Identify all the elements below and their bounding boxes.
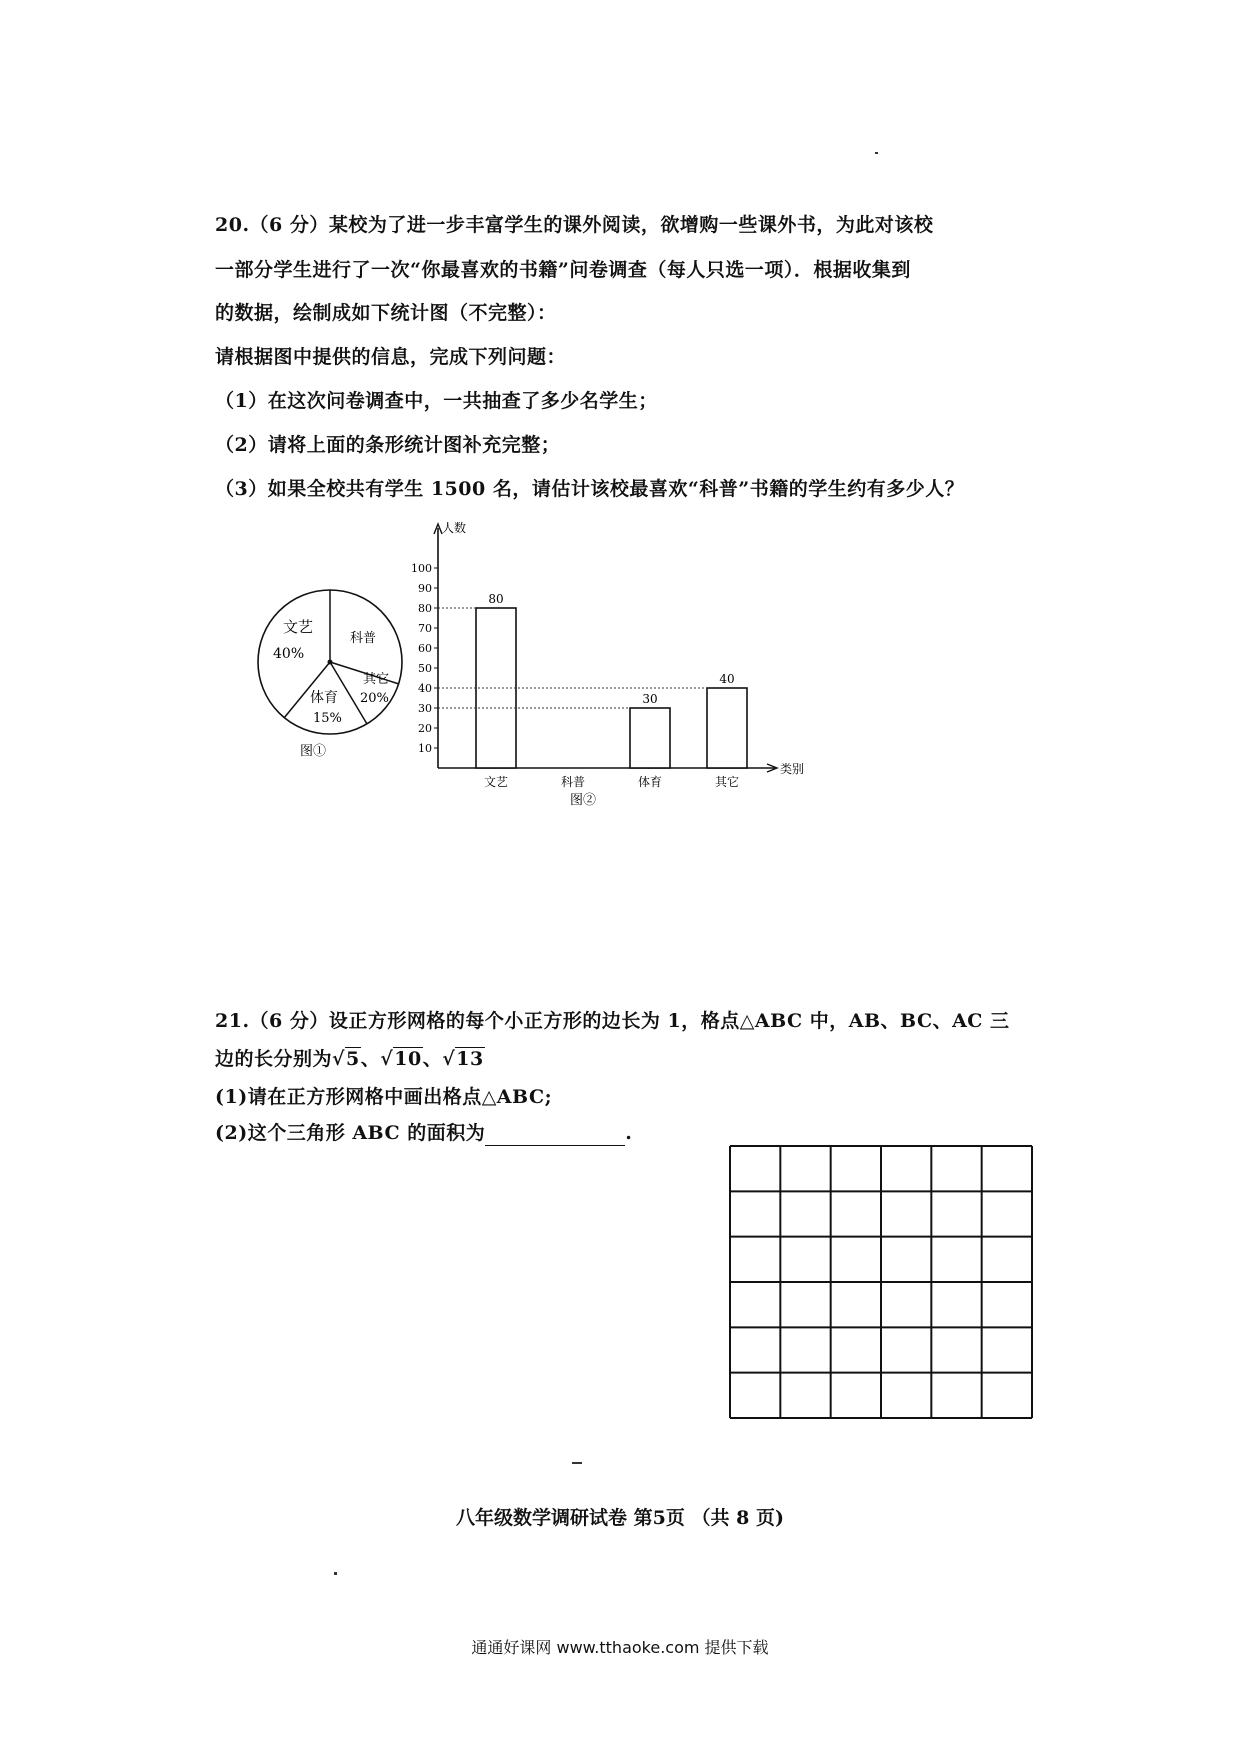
q20-line-5: （1）在这次问卷调查中，一共抽查了多少名学生； [215,390,658,412]
y-tick-label: 70 [418,622,432,635]
x-tick-label: 其它 [714,775,740,789]
page-footer: 八年级数学调研试卷 第5页 （共 8 页) [456,1507,784,1529]
q20-line-2: 一部分学生进行了一次“你最喜欢的书籍”问卷调查（每人只选一项）．根据收集到 [215,259,911,281]
bar [630,708,670,768]
pie-label-wenyi: 文艺 [283,618,314,636]
sqrt-5: √5 [332,1048,360,1070]
bar-value-label: 40 [719,672,735,686]
pie-label-kepu: 科普 [350,631,377,646]
x-axis-label: 类别 [780,762,805,776]
q21-line-4 [215,1120,632,1146]
scan-speck [334,1572,337,1575]
pie-chart [245,580,425,760]
q21-line-1: 21.（6 分）设正方形网格的每个小正方形的边长为 1，格点△ABC 中，AB、BC、AC 三 [215,1010,1010,1032]
y-tick-label: 50 [418,662,432,675]
bar-chart-caption: 图② [569,793,597,808]
x-tick-label: 科普 [560,775,586,789]
separator-2: 、 [422,1048,443,1070]
square-grid[interactable] [728,1144,1038,1429]
q21-line-2-text: 边的长分别为 [215,1048,333,1070]
radicand-13: 13 [456,1048,484,1070]
y-tick-label: 80 [418,602,432,615]
q20-line-6: （2）请将上面的条形统计图补充完整； [215,434,561,456]
y-axis-label: 人数 [442,521,467,535]
sqrt-10: √10 [380,1048,422,1070]
q21-line-4-text: (2)这个三角形 ABC 的面积为 [215,1122,486,1144]
bar-chart [400,510,830,810]
q20-line-4: 请根据图中提供的信息，完成下列问题： [215,346,567,368]
y-tick-label: 30 [418,702,432,715]
radicand-5: 5 [346,1048,360,1070]
pie-center [328,660,333,665]
pie-percent-wenyi: 40% [273,646,305,662]
pie-percent-tiyu: 15% [313,711,342,726]
bar-value-label: 30 [642,692,658,706]
y-tick-label: 60 [418,642,432,655]
pie-label-tiyu: 体育 [310,690,338,706]
q21-line-3: (1)请在正方形网格中画出格点△ABC; [215,1086,553,1108]
y-tick-label: 100 [411,562,432,575]
scan-speck [875,152,878,154]
separator-1: 、 [360,1048,381,1070]
answer-blank[interactable] [485,1125,625,1146]
pie-caption: 图① [300,744,327,759]
x-tick-label: 体育 [637,775,663,789]
scan-speck [572,1462,582,1464]
download-credit: 通通好课网 www.tthaoke.com 提供下载 [471,1638,769,1657]
sqrt-13: √13 [442,1048,484,1070]
y-tick-label: 90 [418,582,432,595]
q21-line-4-end: . [625,1122,633,1144]
y-tick-label: 10 [418,742,432,755]
q20-line-1: 20.（6 分）某校为了进一步丰富学生的课外阅读，欲增购一些课外书，为此对该校 [215,214,934,236]
bar [707,688,747,768]
q20-line-3: 的数据，绘制成如下统计图（不完整）： [215,302,557,324]
x-tick-label: 文艺 [483,775,509,789]
bar-value-label: 80 [488,592,504,606]
pie-label-qita: 其它 [363,672,390,687]
pie-percent-qita: 20% [360,691,389,706]
radicand-10: 10 [394,1048,422,1070]
y-tick-label: 20 [418,722,432,735]
q21-line-2 [215,1046,485,1072]
q20-line-7: （3）如果全校共有学生 1500 名，请估计该校最喜欢“科普”书籍的学生约有多少人？ [215,478,965,500]
y-tick-label: 40 [418,682,432,695]
